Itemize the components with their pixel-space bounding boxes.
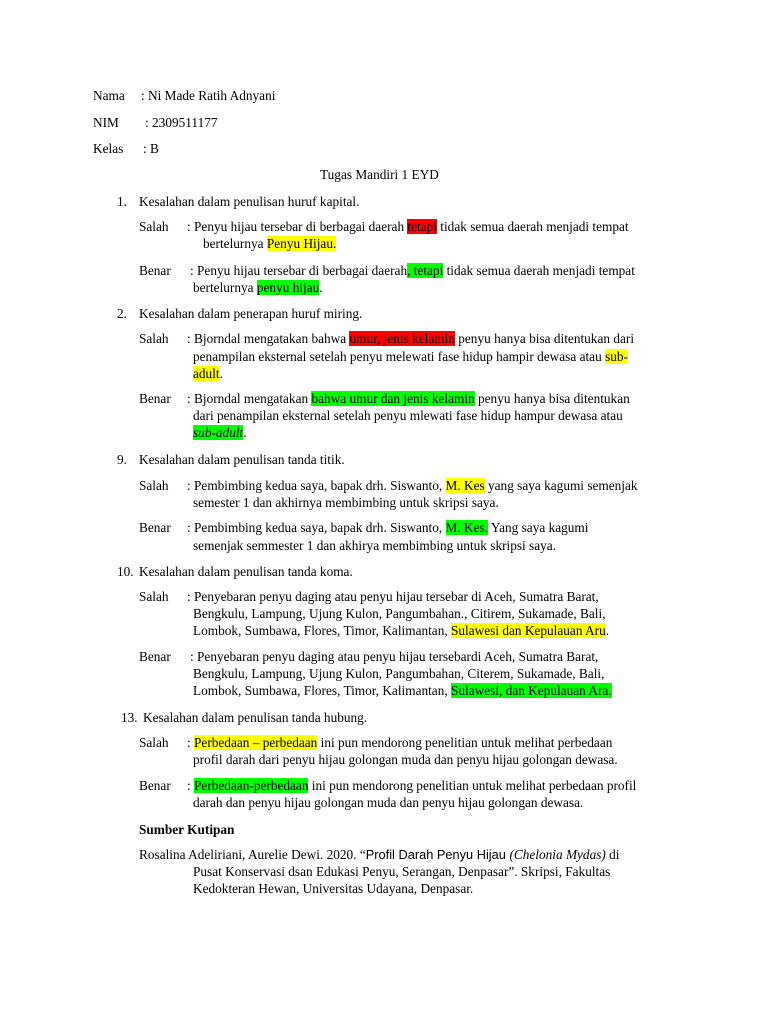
citation-line: Kedokteran Hewan, Universitas Udayana, Denpasar. — [193, 881, 474, 896]
section-number: 10. — [117, 564, 134, 579]
salah-line: penampilan eksternal setelah penyu melewati fase hidup hampir dewasa atau sub- — [193, 349, 628, 364]
benar-label: Benar — [139, 391, 171, 406]
highlight-green: bahwa umur dan jenis kelamin — [311, 391, 475, 406]
highlight-red: tetapi — [407, 219, 437, 234]
benar-label: Benar — [139, 778, 171, 793]
benar-line: : Perbedaan-perbedaan ini pun mendorong penelitian untuk melihat perbedaan profil — [187, 778, 637, 793]
name-value: : Ni Made Ratih Adnyani — [141, 88, 276, 103]
class-value: : B — [143, 141, 159, 156]
benar-line: Bengkulu, Lampung, Ujung Kulon, Pangumbahan, Citerem, Sukamade, Bali, — [193, 666, 605, 681]
highlight-green: penyu hijau — [256, 280, 320, 295]
source-heading: Sumber Kutipan — [139, 822, 235, 837]
salah-line: profil darah dari penyu hijau golongan muda dan penyu hijau golongan dewasa. — [193, 752, 618, 767]
highlight-yellow: Sulawesi dan Kepulauan Aru — [451, 623, 606, 638]
section-number: 9. — [117, 452, 127, 467]
benar-line: semenjak semmester 1 dan akhirya membimbing untuk skripsi saya. — [193, 538, 557, 553]
section-heading: Kesalahan dalam penulisan tanda titik. — [139, 452, 345, 467]
highlight-green: , tetapi — [407, 263, 444, 278]
benar-label: Benar — [139, 263, 171, 278]
benar-line: bertelurnya penyu hijau. — [193, 280, 323, 295]
salah-label: Salah — [139, 735, 169, 750]
salah-line: semester 1 dan akhirnya membimbing untuk skripsi saya. — [193, 495, 499, 510]
highlight-green: Perbedaan-perbedaan — [194, 778, 309, 793]
benar-line: darah dan penyu hijau golongan muda dan penyu hijau golongan dewasa. — [193, 795, 584, 810]
citation-line: Pusat Konservasi dsan Edukasi Penyu, Serangan, Denpasar”. Skripsi, Fakultas — [193, 864, 611, 879]
benar-label: Benar — [139, 649, 171, 664]
salah-label: Salah — [139, 589, 169, 604]
highlight-yellow: adult — [193, 366, 220, 381]
highlight-yellow: M. Kes — [445, 478, 485, 493]
highlight-yellow: Perbedaan – perbedaan — [194, 735, 318, 750]
nim-value: : 2309511177 — [145, 115, 218, 130]
page-title: Tugas Mandiri 1 EYD — [320, 167, 439, 182]
benar-line: : Penyu hijau tersebar di berbagai daerah, tetapi tidak semua daerah menjadi tempat — [190, 263, 635, 278]
section-number: 1. — [117, 194, 127, 209]
section-heading: Kesalahan dalam penulisan tanda koma. — [139, 564, 353, 579]
salah-line: bertelurnya Penyu Hijau. — [203, 236, 337, 251]
salah-line: adult. — [193, 366, 223, 381]
benar-line: : Penyebaran penyu daging atau penyu hijau tersebardi Aceh, Sumatra Barat, — [190, 649, 599, 664]
salah-line: Bengkulu, Lampung, Ujung Kulon, Pangumbahan., Citirem, Sukamade, Bali, — [193, 606, 606, 621]
salah-label: Salah — [139, 478, 169, 493]
highlight-red: umur, jenis kelamin — [349, 331, 455, 346]
salah-label: Salah — [139, 219, 169, 234]
name-label: Nama — [93, 88, 125, 103]
benar-line: : Bjorndal mengatakan bahwa umur dan jenis kelamin penyu hanya bisa ditentukan — [187, 391, 630, 406]
section-heading: Kesalahan dalam penulisan tanda hubung. — [143, 710, 368, 725]
highlight-yellow: Penyu Hijau. — [266, 236, 337, 251]
salah-line: : Pembimbing kedua saya, bapak drh. Siswanto, M. Kes yang saya kagumi semenjak — [187, 478, 638, 493]
salah-label: Salah — [139, 331, 169, 346]
salah-line: : Perbedaan – perbedaan ini pun mendorong penelitian untuk melihat perbedaan — [187, 735, 613, 750]
salah-line: : Penyu hijau tersebar di berbagai daerah tetapi tidak semua daerah menjadi tempat — [187, 219, 629, 234]
salah-line: : Bjorndal mengatakan bahwa umur, jenis kelamin penyu hanya bisa ditentukan dari — [187, 331, 635, 346]
section-heading: Kesalahan dalam penerapan huruf miring. — [139, 306, 363, 321]
class-label: Kelas — [93, 141, 124, 156]
highlight-green: Sulawesi, dan Kepulauan Ara. — [451, 683, 612, 698]
benar-line: Lombok, Sumbawa, Flores, Timor, Kalimantan, Sulawesi, dan Kepulauan Ara. — [193, 683, 612, 698]
section-number: 2. — [117, 306, 127, 321]
highlight-green: sub-adult — [193, 425, 244, 440]
highlight-green: M. Kes. — [445, 520, 488, 535]
benar-label: Benar — [139, 520, 171, 535]
citation-line: Rosalina Adeliriani, Aurelie Dewi. 2020. “Profil Darah Penyu Hijau (Chelonia Mydas) di — [139, 847, 620, 862]
salah-line: : Penyebaran penyu daging atau penyu hijau tersebar di Aceh, Sumatra Barat, — [187, 589, 599, 604]
benar-line: sub-adult. — [193, 425, 247, 440]
benar-line: : Pembimbing kedua saya, bapak drh. Siswanto, M. Kes. Yang saya kagumi — [187, 520, 589, 535]
section-heading: Kesalahan dalam penulisan huruf kapital. — [139, 194, 360, 209]
salah-line: Lombok, Sumbawa, Flores, Timor, Kalimantan, Sulawesi dan Kepulauan Aru. — [193, 623, 610, 638]
highlight-yellow: sub- — [605, 349, 628, 364]
benar-line: dari penampilan eksternal setelah penyu mlewati fase hidup hampur dewasa atau — [193, 408, 623, 423]
nim-label: NIM — [93, 115, 119, 130]
section-number: 13. — [121, 710, 138, 725]
